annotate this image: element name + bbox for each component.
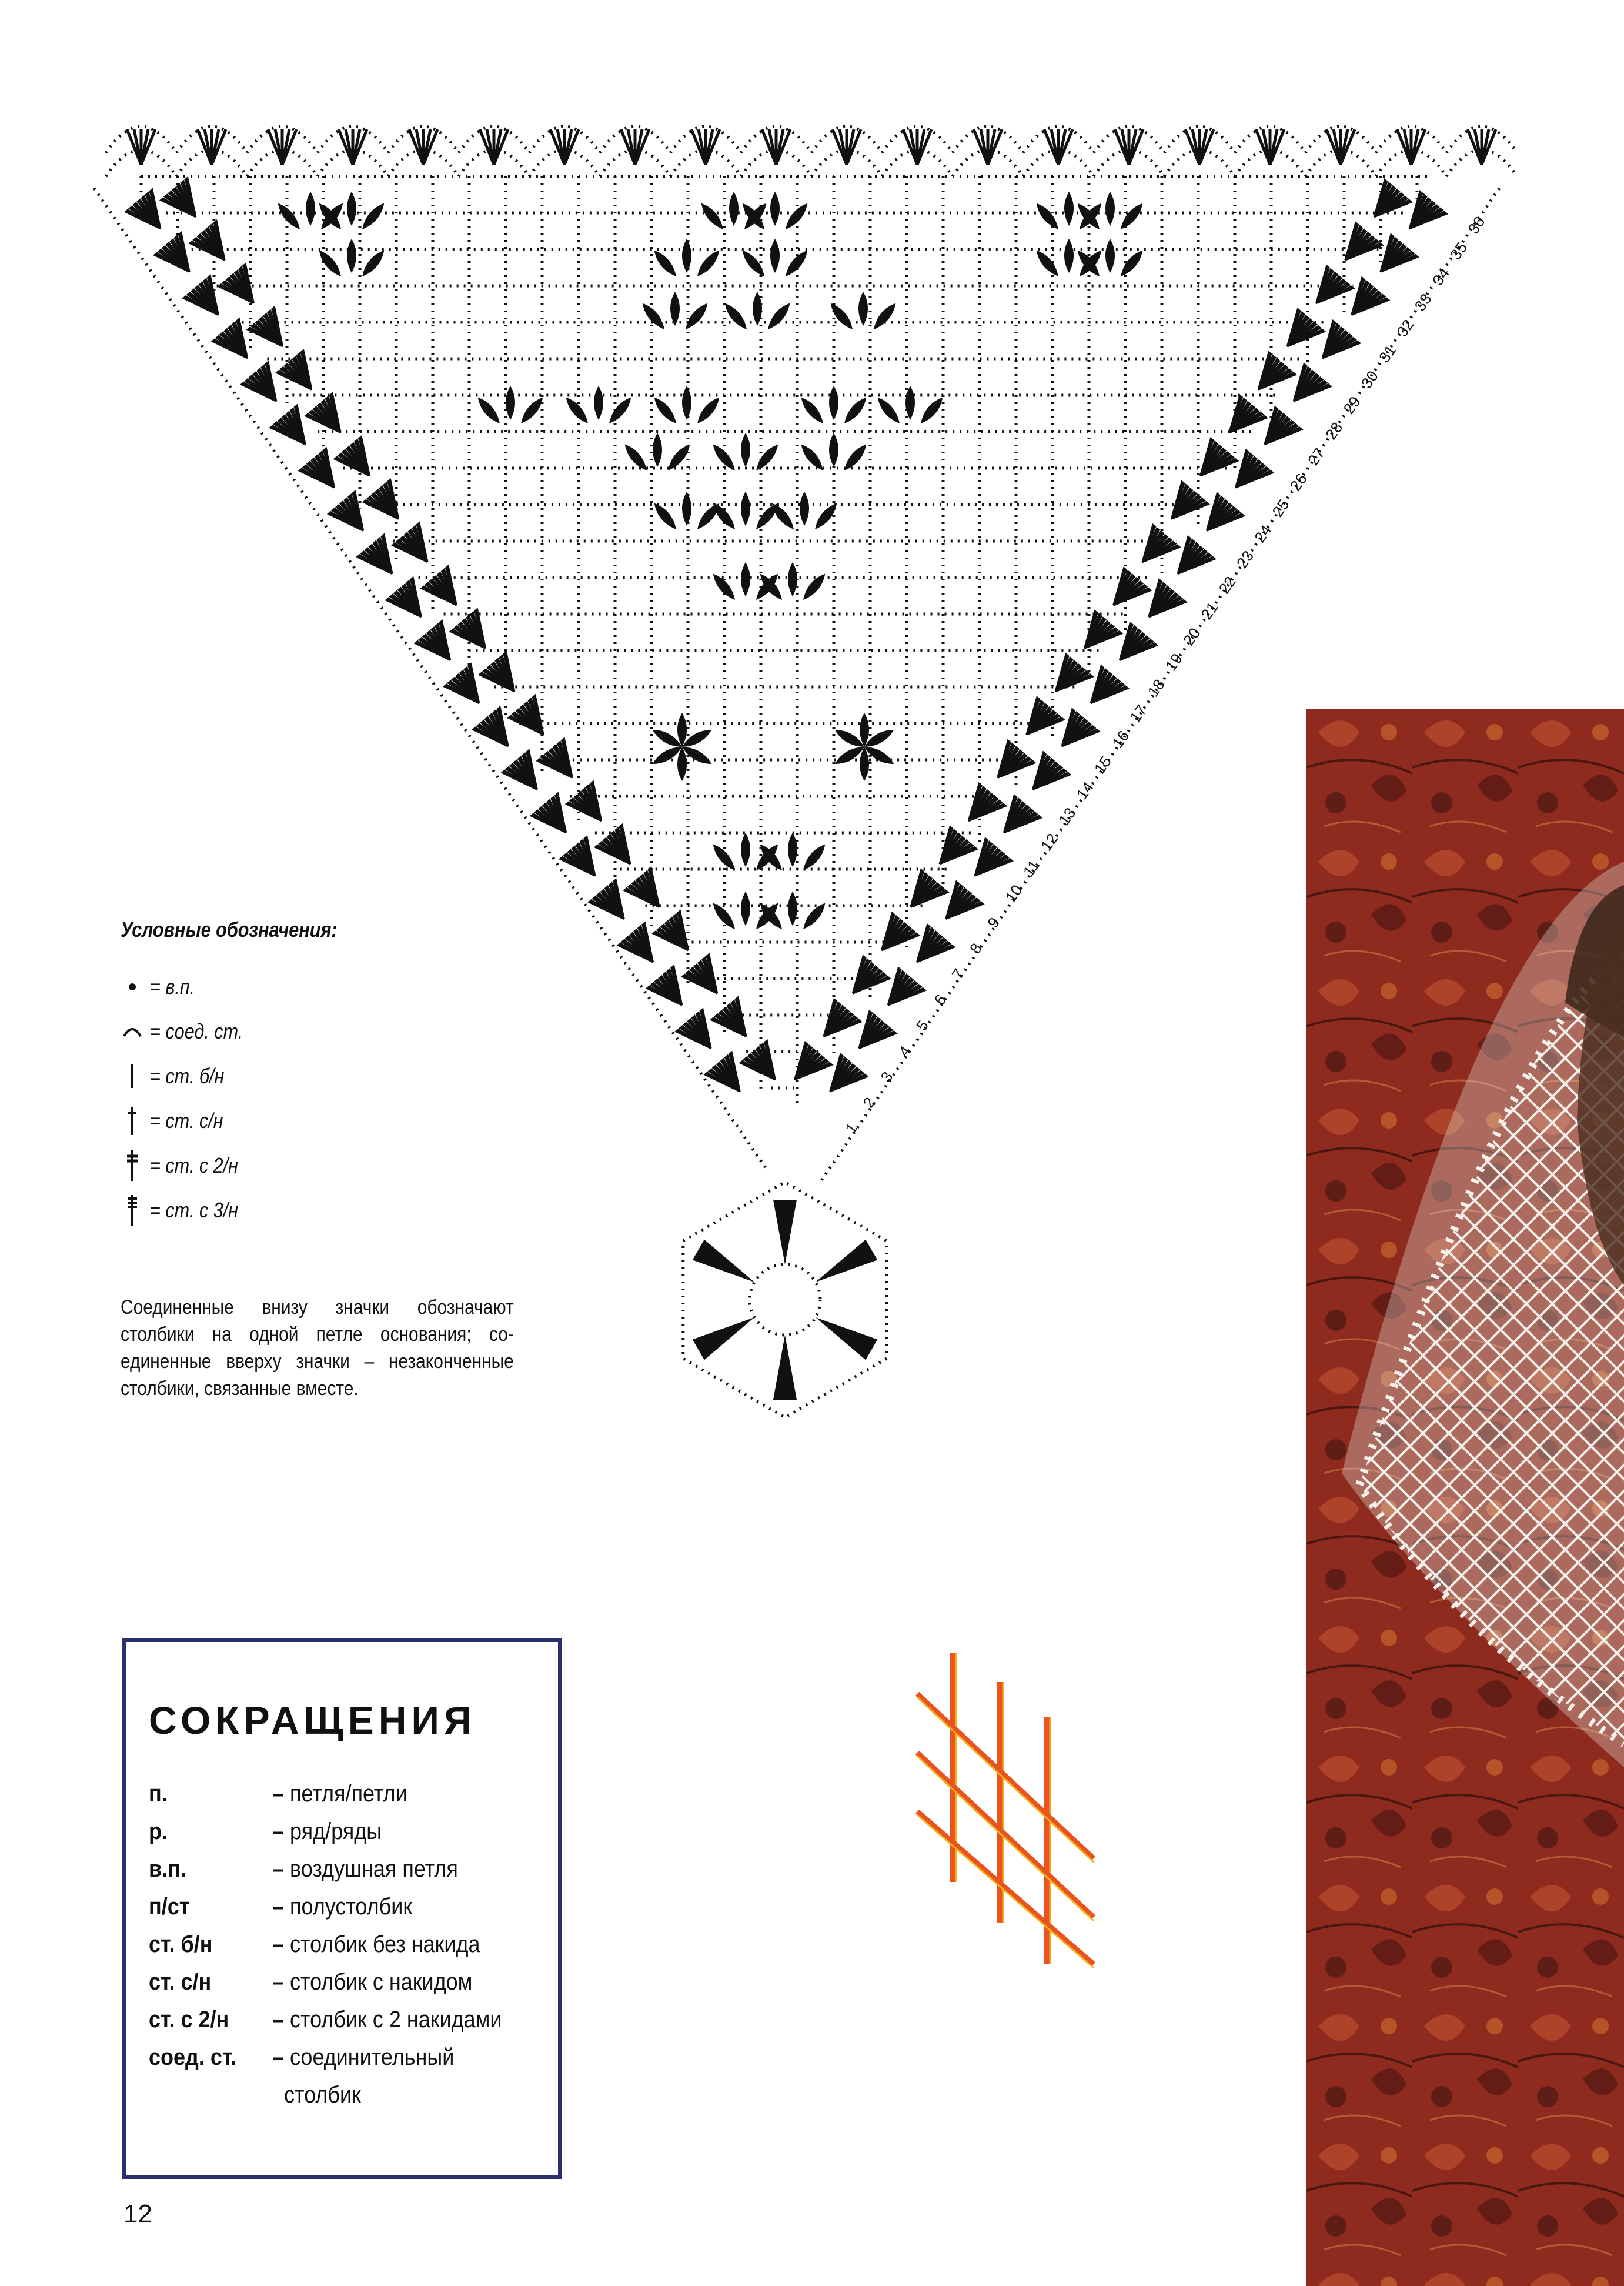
leaf-motif [670, 292, 680, 326]
abbreviation-key: соед. ст. [149, 2044, 237, 2070]
abbreviations-title: СОКРАЩЕНИЯ [149, 1698, 477, 1742]
leaf-motif [829, 433, 838, 467]
medallion-ring [750, 1264, 820, 1335]
leaf-motif [347, 192, 356, 226]
fan-cluster [1275, 309, 1325, 359]
leaf-motif [860, 713, 869, 747]
fan-cluster [1130, 525, 1179, 574]
abbreviation-key: ст. с/н [149, 1969, 212, 1995]
fan-cluster [1304, 266, 1354, 315]
leaf-motif [710, 570, 739, 603]
single-crochet-icon [121, 1060, 144, 1093]
abbreviation-key: р. [149, 1818, 168, 1844]
row-number: 28 [1322, 419, 1346, 443]
fan-cluster [841, 956, 890, 1006]
row-number: 22 [1215, 573, 1239, 598]
fan-cluster [219, 264, 268, 313]
leaf-motif [800, 841, 829, 873]
fan-cluster [1362, 180, 1411, 229]
abbreviation-key: ст. с 2/н [149, 2007, 229, 2033]
legend-item [121, 1104, 591, 1137]
fan-cluster [1217, 395, 1267, 445]
treble-crochet-icon [121, 1149, 144, 1182]
abbreviation-row [149, 1775, 540, 1813]
fan-cluster [1101, 568, 1151, 618]
leaf-motif [651, 394, 680, 426]
row-number: 26 [1286, 470, 1311, 495]
fan-cluster [811, 999, 861, 1049]
row-number: 17 [1126, 701, 1151, 726]
fan-cluster [190, 221, 239, 271]
decorative-hatch [905, 1647, 1105, 1970]
leaf-motif [682, 386, 691, 420]
leaf-motif [829, 386, 838, 420]
legend-item-text: = ст. с/н [150, 1109, 223, 1133]
fan-cluster [480, 652, 529, 702]
abbreviation-row [149, 1888, 540, 1925]
leaf-motif [1117, 247, 1147, 279]
legend-item-text: = ст. б/н [150, 1064, 225, 1088]
leaf-motif [770, 239, 780, 273]
leaf-motif [682, 492, 691, 526]
leaf-motif [1033, 200, 1062, 232]
legend-item-text: = ст. с 3/н [150, 1198, 238, 1222]
abbreviation-definition: – ряд/ряды [272, 1813, 382, 1850]
abbreviation-key: ст. б/н [149, 1931, 213, 1957]
leaf-motif [874, 394, 904, 426]
medallion-petal [773, 1335, 797, 1400]
fan-cluster [653, 911, 703, 960]
leaf-motif [858, 292, 868, 326]
leaf-motif [1064, 192, 1074, 226]
legend [121, 917, 591, 1239]
leaf-motif [721, 300, 751, 332]
leaf-motif [594, 386, 603, 420]
fan-cluster [450, 609, 500, 659]
abbreviation-definition: – столбик без накида [272, 1925, 480, 1963]
leaf-motif [739, 247, 768, 279]
legend-item-text: = соед. ст. [150, 1019, 243, 1043]
leaf-motif [651, 247, 680, 279]
row-number: 16 [1108, 727, 1133, 752]
row-number: 14 [1072, 778, 1097, 803]
leaf-motif [770, 192, 780, 226]
leaf-motif [741, 492, 750, 526]
row-number: 30 [1357, 367, 1382, 392]
fan-cluster [985, 740, 1035, 790]
row-number: 24 [1251, 521, 1275, 546]
leaf-motif [506, 386, 515, 420]
fan-cluster [364, 480, 413, 529]
leaf-motif [682, 300, 711, 332]
row-number: 21 [1197, 599, 1222, 623]
leaf-motif [359, 247, 388, 279]
leaf-motif [1117, 200, 1147, 232]
leaf-motif [782, 247, 811, 279]
row-number: 8 [965, 939, 985, 957]
leaf-motif [800, 900, 829, 932]
fan-cluster [957, 783, 1006, 833]
leaf-motif [800, 492, 809, 526]
row-number: 7 [948, 965, 968, 983]
leaf-motif [563, 394, 592, 426]
abbreviation-definition: – воздушная петля [272, 1850, 458, 1888]
doily-photo [1306, 709, 1624, 2286]
row-number: 15 [1090, 753, 1115, 777]
fan-cluster [161, 178, 210, 227]
row-number: 10 [1001, 881, 1026, 906]
row-number: 9 [984, 914, 1004, 932]
abbreviations-box [122, 1638, 562, 2179]
fan-cluster [566, 782, 616, 831]
leaf-motif [316, 247, 345, 279]
abbreviation-definition: – столбик с 2 накидами [272, 2001, 502, 2038]
leaf-motif [741, 433, 750, 467]
fan-cluster [711, 997, 761, 1047]
abbreviation-key: п. [149, 1781, 168, 1807]
abbreviation-row [149, 1925, 540, 1963]
abbreviation-definition: – петля/петли [272, 1775, 407, 1813]
row-number: 23 [1232, 547, 1258, 572]
leaf-motif [1105, 239, 1115, 273]
row-number: 34 [1428, 264, 1453, 289]
leaf-motif [694, 247, 723, 279]
row-number: 12 [1037, 830, 1062, 855]
fan-cluster [740, 1040, 790, 1090]
medallion-petal [773, 1200, 797, 1264]
legend-title: Условные обозначения: [121, 917, 338, 942]
leaf-motif [757, 900, 786, 932]
legend-item [121, 1060, 591, 1093]
fan-cluster [422, 566, 471, 616]
leaf-motif [827, 300, 857, 332]
fan-cluster [248, 307, 297, 356]
leaf-motif [841, 394, 870, 426]
fan-cluster [277, 351, 326, 400]
fan-cluster [1159, 482, 1209, 531]
leaf-motif [639, 300, 669, 332]
fan-cluster [393, 523, 442, 572]
leaf-motif [682, 239, 691, 273]
leaf-motif [764, 300, 794, 332]
slip-stitch-icon [121, 1015, 144, 1048]
leaf-motif [306, 192, 315, 226]
legend-item [121, 1015, 591, 1048]
double-treble-crochet-icon [121, 1194, 144, 1227]
row-number: 35 [1446, 239, 1471, 263]
row-number: 6 [930, 991, 950, 1009]
legend-item [121, 1149, 591, 1182]
page-number: 12 [123, 2200, 152, 2228]
leaf-motif [694, 394, 723, 426]
leaf-motif [1105, 192, 1115, 226]
fan-cluster [335, 436, 384, 486]
row-number: 31 [1375, 342, 1400, 366]
row-number: 1 [841, 1119, 861, 1137]
leaf-motif [788, 562, 797, 596]
row-number: 29 [1339, 393, 1364, 418]
leaf-motif [741, 562, 750, 596]
leaf-motif [1064, 239, 1074, 273]
legend-item [121, 970, 591, 1003]
double-crochet-icon [121, 1104, 144, 1137]
leaf-motif [698, 200, 727, 232]
leaf-motif [474, 394, 504, 426]
row-number: 13 [1055, 804, 1080, 829]
fan-cluster [1043, 654, 1092, 703]
leaf-motif [653, 433, 662, 467]
medallion-petal [693, 1240, 760, 1293]
leaf-motif [347, 239, 356, 273]
leaf-motif [275, 200, 304, 232]
abbreviation-row [149, 1963, 540, 2001]
fan-cluster [509, 696, 558, 745]
leaf-motif [905, 386, 915, 420]
row-number: 19 [1161, 650, 1187, 675]
fan-cluster [1188, 439, 1238, 488]
row-number: 18 [1144, 676, 1168, 700]
abbreviation-row [149, 1813, 540, 1850]
fan-cluster [306, 393, 355, 443]
abbreviation-key: п/ст [149, 1894, 190, 1920]
abbreviation-row [149, 2076, 540, 2114]
row-number: 25 [1268, 496, 1293, 520]
legend-note: Соединенные внизу значки обозначают столбики на одной петле основания; со-единенные вверху значки – незаконченные столбики, связанные вместе. [121, 1296, 514, 1400]
leaf-motif [359, 200, 388, 232]
leaf-motif [741, 892, 750, 926]
abbreviation-row [149, 2001, 540, 2038]
leaf-motif [811, 500, 841, 532]
legend-item [121, 1194, 591, 1227]
leaf-motif [800, 570, 829, 603]
row-number: 4 [894, 1042, 914, 1060]
fan-cluster [1072, 611, 1122, 660]
abbreviation-definition: – соединительный [272, 2038, 454, 2076]
leaf-motif [606, 394, 635, 426]
chain-stitch-icon [121, 970, 144, 1003]
leaf-motif [729, 192, 739, 226]
leaf-motif [798, 394, 827, 426]
row-number: 27 [1304, 444, 1329, 469]
medallion-petal [810, 1307, 877, 1360]
row-number: 33 [1411, 290, 1435, 315]
row-number: 20 [1179, 624, 1204, 649]
row-number: 2 [859, 1094, 879, 1112]
legend-item-text: = ст. с 2/н [150, 1153, 238, 1177]
fan-cluster [624, 868, 674, 917]
medallion-petal [693, 1307, 760, 1360]
abbreviation-row [149, 2038, 540, 2076]
leaf-motif [677, 713, 687, 747]
leaf-motif [1033, 247, 1062, 279]
fan-cluster [1333, 223, 1382, 272]
row-number: 32 [1393, 316, 1418, 341]
abbreviation-definition: – столбик с накидом [272, 1963, 472, 2001]
leaf-motif [870, 300, 900, 332]
row-number: 5 [913, 1017, 933, 1034]
row-number: 3 [877, 1068, 897, 1086]
abbreviation-key: в.п. [149, 1856, 186, 1882]
abbreviation-definition-continuation: столбик [284, 2082, 361, 2108]
medallion-petal [810, 1240, 877, 1293]
leaf-motif [860, 747, 869, 781]
fan-cluster [870, 913, 919, 963]
row-number: 36 [1464, 213, 1489, 238]
abbreviation-row [149, 1850, 540, 1888]
fan-cluster [783, 1043, 832, 1092]
legend-item-text: = в.п. [150, 975, 195, 999]
abbreviation-definition: – полустолбик [272, 1888, 412, 1925]
leaf-motif [677, 747, 687, 781]
row-number: 11 [1019, 856, 1043, 880]
leaf-motif [741, 833, 750, 867]
